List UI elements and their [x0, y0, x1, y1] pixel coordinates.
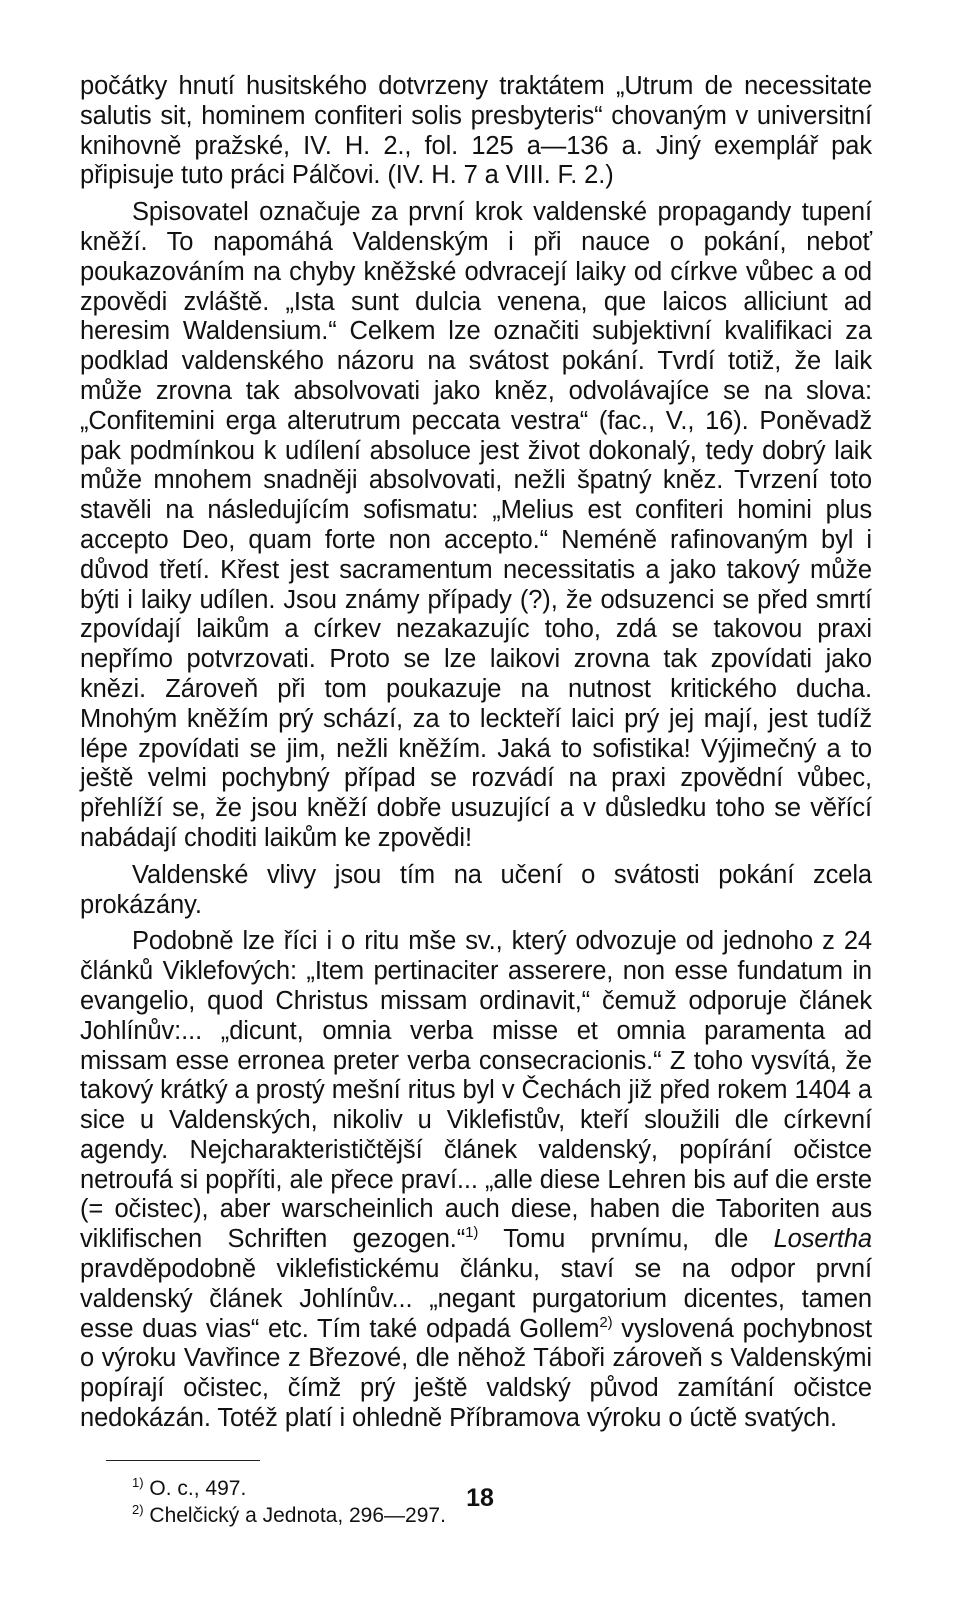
- footnote-divider: [106, 1460, 260, 1461]
- footnote-1-text: O. c., 497.: [143, 1476, 247, 1500]
- paragraph-1: počátky hnutí husitského dotvrzeny traktátem „Utrum de necessitate salutis sit, hominem confiteri solis presbyteris“ chovaným v universitní knihovně pražské, IV. H. 2., fol. 125 a—136 a. Jiný exemplář pak připisuje tuto práci Pálčovi. (IV. H. 7 a VIII. F. 2.): [80, 72, 872, 190]
- paragraph-3: Valdenské vlivy jsou tím na učení o svátosti pokání zcela prokázány.: [80, 860, 872, 919]
- footnote-ref-2[interactable]: 2): [599, 1313, 613, 1331]
- paragraph-4-text-middle-1: Tomu prvnímu, dle: [478, 1225, 774, 1254]
- paragraph-4-text-before: Podobně lze říci i o ritu mše sv., který odvozuje od jednoho z 24 článků Viklefových: „Item pertinaciter asserere, non esse fundatum in evangelio, quod Christus missam ordinavit,“ čemuž odporuje článek Johlínův:... „dicunt, omnia verba misse et omnia paramenta ad missam esse erronea preter verba consecracionis.“ Z toho vysvítá, že takový krátký a prostý mešní ritus byl v Čechách již před rokem 1404 a sice u Valdenských, nikoliv u Viklefistův, kteří sloužili dle církevní agendy. Nejcharakterističtější článek valdenský, popírání očistce netroufá si popříti, ale přece praví... „alle diese Lehren bis auf die erste (= očistec), aber warscheinlich auch diese, haben die Taboriten aus viklifischen Schriften gezogen.“: [80, 927, 872, 1254]
- paragraph-4-text-after: vyslovená pochybnost o výroku Vavřince z Březové, dle něhož Táboři zároveň s Valdenskými popírají očistec, čímž prý ještě valdský původ zamítání očistce nedokázán. Totéž platí i ohledně Příbramova výroku o úctě svatých.: [80, 1314, 872, 1433]
- paragraph-4-italic-name: Losertha: [773, 1225, 873, 1254]
- paragraph-4-text-middle-2: pravděpodobně viklefistickému článku, staví se na odpor první valdenský článek Johlínův... „negant purgatorium dicentes, tamen esse duas vias“ etc. Tím také odpadá Gollem: [80, 1255, 872, 1343]
- footnote-1-mark: 1): [132, 1474, 144, 1490]
- paragraph-4: [80, 927, 872, 1434]
- paragraph-2: Spisovatel označuje za první krok valdenské propagandy tupení kněží. To napomáhá Valdenským i při nauce o pokání, neboť poukazováním na chyby kněžské odvracejí laiky od církve vůbec a od zpovědi zvláště. „Ista sunt dulcia venena, que laicos alliciunt ad heresim Waldensium.“ Celkem lze označiti subjektivní kvalifikaci za podklad valdenského názoru na svátost pokání. Tvrdí totiž, že laik může zrovna tak absolvovati jako kněz, odvolávajíce se na slova: „Confitemini erga alterutrum peccata vestra“ (fac., V., 16). Poněvadž pak podmínkou k udílení absoluce jest život dokonalý, tedy dobrý laik může mnohem snadněji absolvovati, nežli špatný kněz. Tvrzení toto stavěli na následujícím sofismatu: „Melius est confiteri homini plus accepto Deo, quam forte non accepto.“ Neméně rafinovaným byl i důvod třetí. Křest jest sacramentum necessitatis a jako takový může býti i laiky udílen. Jsou známy případy (?), že odsuzenci se před smrtí zpovídají laikům a církev nezakazujíc toho, zdá se takovou praxi nepřímo potvrzovati. Proto se lze laikovi zrovna tak zpovídati jako knězi. Zároveň při tom poukazuje na nutnost kritického ducha. Mnohým kněžím prý schází, za to leckteří laici prý jej mají, jest tudíž lépe zpovídati se jim, nežli kněžím. Jaká to sofistika! Výjimečný a to ještě velmi pochybný případ se rozvádí na praxi zpovědní vůbec, přehlíží se, že jsou kněží dobře usuzující a v důsledku toho se věřící nabádají choditi laikům ke zpovědi!: [80, 198, 872, 852]
- footnote-2-mark: 2): [132, 1501, 144, 1517]
- footnote-2-text: Chelčický a Jednota, 296—297.: [143, 1503, 446, 1527]
- footnote-ref-1[interactable]: 1): [465, 1224, 479, 1242]
- page-number: 18: [466, 1484, 494, 1512]
- page-body: [80, 72, 872, 1529]
